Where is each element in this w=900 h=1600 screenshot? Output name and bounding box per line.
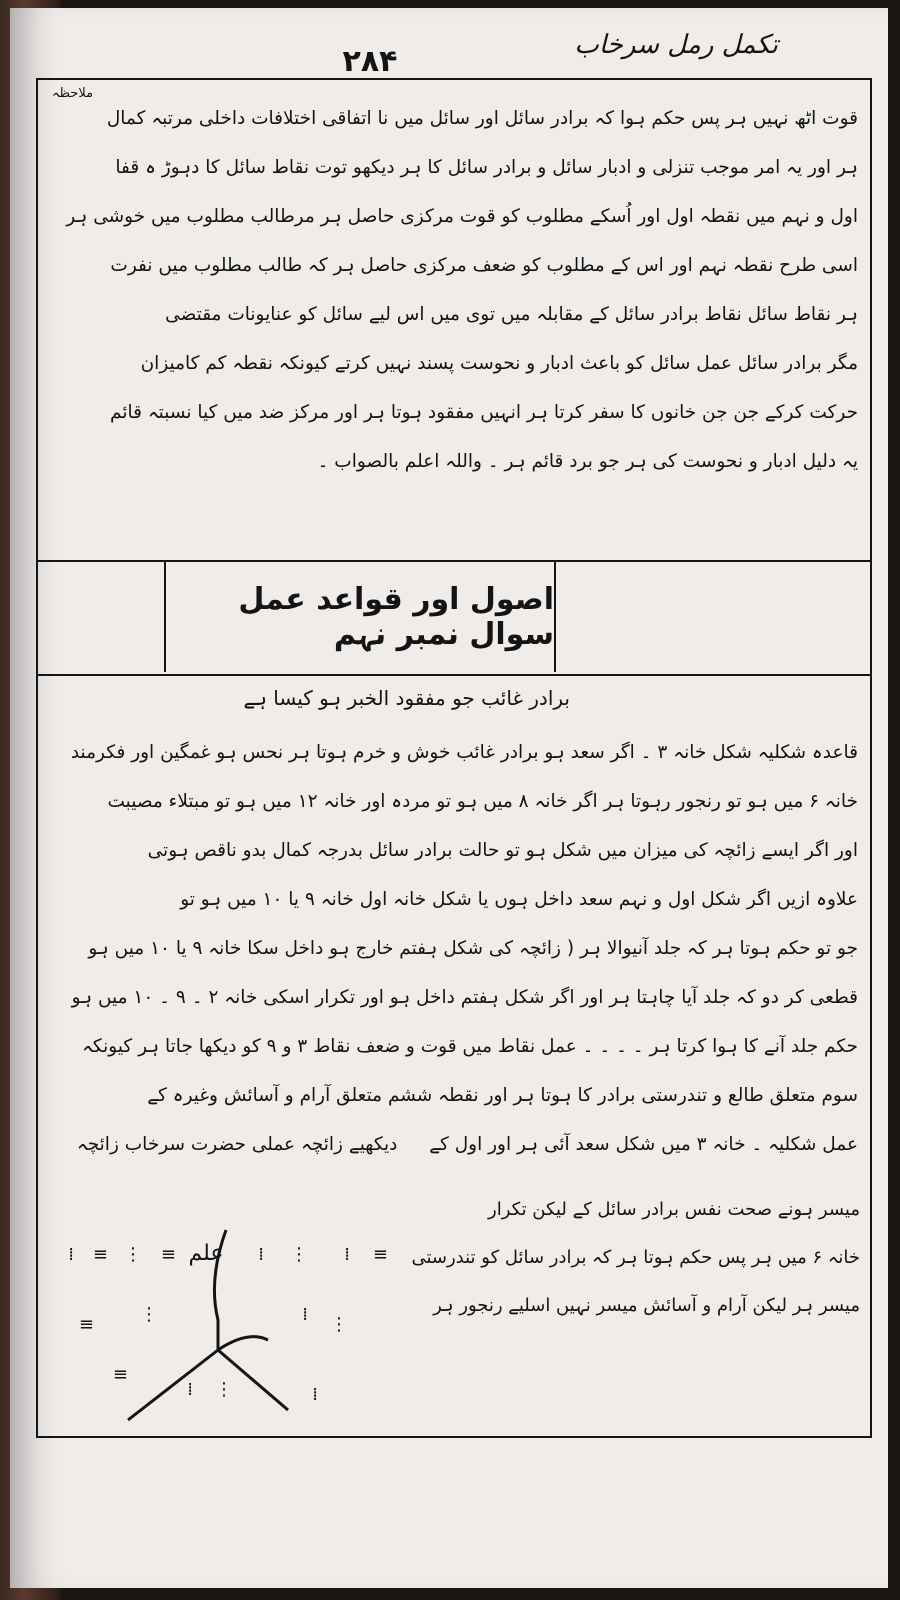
text-line: ہر نقاط سائل نقاط برادر سائل کے مقابلہ میں توی میں اس لیے سائل کو عنایونات مقتضی: [165, 304, 858, 325]
text-line: حرکت کرکے جن جن خانوں کا سفر کرتا ہر انہیں مفقود ہوتا ہر اور مرکز ضد میں کیا نسبتہ قائم: [110, 402, 858, 423]
text-line: قاعدہ شکلیہ شکل خانہ ۳ ۔ اگر سعد ہو برادر غائب خوش و خرم ہوتا ہر نحس ہو غمگین اور فکرمند: [70, 742, 858, 763]
text-line: یہ دلیل ادبار و نحوست کی ہر جو برد قائم ہر ۔ واللہ اعلم بالصواب ۔: [317, 451, 858, 472]
geomantic-figure: ⋮: [140, 1304, 158, 1325]
subheading: برادر غائب جو مفقود الخبر ہو کیسا ہے: [243, 686, 570, 710]
text-line: قطعی کر دو کہ جلد آیا چاہتا ہر اور اگر شکل ہفتم داخل ہو اور تکرار اسکی خانہ ۲ ۔ ۹ ۔ ۱۰ میں ہو: [71, 987, 858, 1008]
corner-note: ملاحظہ: [52, 86, 94, 101]
text-line: مگر برادر سائل عمل سائل کو باعث ادبار و نحوست پسند نہیں کرتے کیونکہ نقطہ کم کامیزان: [140, 353, 858, 374]
text-line: جو تو حکم ہوتا ہر کہ جلد آنیوالا ہر ( زائچہ کی شکل ہفتم خارج ہو داخل سکا خانہ ۹ یا ۱۰ میں ہو: [88, 938, 858, 959]
geomantic-figure: ≡: [112, 1364, 128, 1385]
geomantic-figure: ⁞: [258, 1244, 264, 1265]
text-line: اسی طرح نقطہ نہم اور اس کے مطلوب کو ضعف مرکزی حاصل ہر کہ طالب مطلوب میں نفرت: [110, 255, 858, 276]
text-frame: [36, 78, 872, 1438]
geomantic-figures: [68, 1244, 388, 1405]
geomantic-figure: ⁞: [302, 1304, 308, 1325]
heading-band: [38, 560, 870, 676]
section-heading: اصول اور قواعد عمل سوال نمبر نہم: [238, 582, 554, 652]
geomantic-figure: ⁞: [344, 1244, 350, 1265]
text-line: خانہ ۶ میں ہر پس حکم ہوتا ہر کہ برادر سائل کو تندرستی: [411, 1247, 860, 1268]
book-page: [10, 8, 888, 1588]
geomancy-diagram: [58, 1220, 478, 1430]
diagram-label: علم: [188, 1241, 224, 1266]
text-line: اور اگر ایسے زائچہ کی میزان میں شکل ہو تو حالت برادر سائل بدرجہ کمال بدو ناقص ہوتی: [147, 840, 858, 861]
heading-box: [164, 562, 556, 672]
text-line: میسر ہونے صحت نفس برادر سائل کے لیکن تکرار: [488, 1199, 860, 1220]
running-title: تکمل رمل سرخاب: [574, 30, 778, 60]
geomantic-figure: ⁞: [312, 1384, 318, 1405]
geomantic-figure: ≡: [372, 1244, 388, 1265]
text-line: خانہ ۶ میں ہو تو رنجور رہوتا ہر اگر خانہ ۸ میں ہو تو مردہ اور خانہ ۱۲ میں ہو تو مبتلاء مصیبت: [107, 791, 858, 812]
text-line: میسر ہر لیکن آرام و آسائش میسر نہیں اسلیے رنجور ہر: [433, 1295, 860, 1316]
figure-caption-line: [46, 1120, 858, 1169]
figure-caption-right: عمل شکلیہ ۔ خانہ ۳ میں شکل سعد آئی ہر اور اول کے: [429, 1134, 858, 1155]
geomantic-figure: ⋮: [215, 1379, 233, 1400]
geomantic-figure: ⁞: [187, 1379, 193, 1400]
geomantic-figure: ⁞: [68, 1244, 74, 1265]
geomantic-figure: ⋮: [290, 1244, 308, 1265]
geomantic-figure: ≡: [160, 1244, 176, 1265]
text-line: سوم متعلق طالع و تندرستی برادر کا ہوتا ہر اور نقطہ ششم متعلق آرام و آسائش وغیرہ کے: [147, 1085, 858, 1106]
text-line: ہر اور یہ امر موجب تنزلی و ادبار سائل و برادر سائل کا ہر دیکھو توت نقاط سائل کا دہوڑ ہ قفا: [115, 157, 858, 178]
text-line: قوت اٹھ نہیں ہر پس حکم ہوا کہ برادر سائل اور سائل میں نا اتفاقی اختلافات داخلی مرتبہ کمال: [106, 108, 858, 129]
section-two: [46, 728, 858, 1169]
text-line: حکم جلد آنے کا ہوا کرتا ہر ۔ ۔ ۔ ۔ عمل نقاط میں قوت و ضعف نقاط ۳ و ۹ کو دیکھا جاتا ہر کیونکہ: [82, 1036, 858, 1057]
page-number: ۲۸۴: [342, 44, 398, 79]
geomantic-figure: ⋮: [330, 1314, 348, 1335]
geomantic-figure: ≡: [92, 1244, 108, 1265]
text-line: اول و نہم میں نقطہ اول اور اُسکے مطلوب کو قوت مرکزی حاصل ہر مرطالب مطلوب میں خوشی ہر: [66, 206, 858, 227]
figure-caption-left: دیکھیے زائچہ عملی حضرت سرخاب زائچہ: [76, 1134, 398, 1155]
geomantic-figure: ≡: [78, 1314, 94, 1335]
text-line: علاوہ ازیں اگر شکل اول و نہم سعد داخل ہوں یا شکل خانہ اول خانہ ۹ یا ۱۰ میں ہو تو: [180, 889, 858, 910]
section-one: [46, 94, 858, 486]
geomantic-figure: ⋮: [124, 1244, 142, 1265]
